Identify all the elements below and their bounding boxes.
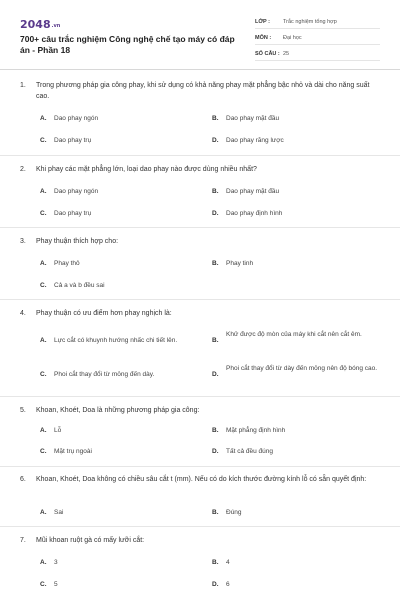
question-text: Khi phay các mặt phẳng lớn, loại dao phay nào được dùng nhiều nhất? <box>36 166 257 173</box>
question-number: 5. <box>20 407 26 414</box>
option-text: 4 <box>226 559 230 566</box>
page-header <box>0 0 400 80</box>
option-text: Dao phay ngón <box>54 115 99 122</box>
option-text: Lỗ <box>54 427 62 434</box>
option-text: Dao phay mặt đầu <box>226 115 280 122</box>
option-letter: B. <box>212 115 219 122</box>
option-text: Dao phay định hình <box>226 210 283 217</box>
option-text: 6 <box>226 581 230 588</box>
question-divider <box>0 227 400 228</box>
question-number: 3. <box>20 238 26 245</box>
option-letter: C. <box>40 581 47 588</box>
option-letter: A. <box>40 188 47 195</box>
meta-label: MÔN : <box>255 34 272 41</box>
logo-text: 2048 <box>20 18 51 31</box>
option-text: Phoi cắt thay đổi từ dày đến mỏng nên độ bóng cao. <box>226 365 378 372</box>
question-divider <box>0 396 400 397</box>
question-divider <box>0 299 400 300</box>
option-letter: C. <box>40 448 47 455</box>
option-letter: D. <box>212 137 219 144</box>
option-text: Cả a và b đều sai <box>54 282 105 289</box>
logo-suffix: .vn <box>51 23 61 29</box>
meta-label: LỚP : <box>255 18 270 25</box>
option-letter: A. <box>40 427 47 434</box>
option-letter: A. <box>40 559 47 566</box>
option-letter: B. <box>212 188 219 195</box>
site-logo[interactable] <box>20 18 60 31</box>
option-letter: B. <box>212 427 219 434</box>
option-letter: C. <box>40 210 47 217</box>
option-letter: B. <box>212 559 219 566</box>
option-text: Dao phay răng lược <box>226 137 284 144</box>
question-text: Mũi khoan ruột gà có mấy lưỡi cắt: <box>36 537 145 544</box>
option-text: Sai <box>54 509 64 516</box>
meta-label: SỐ CÂU : <box>255 50 280 57</box>
option-text: Phay thô <box>54 260 80 267</box>
option-letter: A. <box>40 260 47 267</box>
question-number: 6. <box>20 476 26 483</box>
question-text: Khoan, Khoét, Doa không có chiều sâu cắt t (mm). Nếu có do kích thước đường kính lỗ có sẵn quyết định: <box>36 476 367 483</box>
option-text: Dao phay trụ <box>54 210 92 217</box>
option-letter: D. <box>212 581 219 588</box>
meta-row-count <box>255 47 380 61</box>
option-text: Phoi cắt thay đổi từ mỏng đến dày. <box>54 371 155 378</box>
question-divider <box>0 526 400 527</box>
question-text: Phay thuận thích hợp cho: <box>36 238 119 245</box>
meta-value: 25 <box>283 50 290 57</box>
option-letter: A. <box>40 337 47 344</box>
meta-value: Đại học <box>283 34 302 41</box>
question-text: Khoan, Khoét, Doa là những phương pháp gia công: <box>36 407 200 414</box>
question-text: Trong phương pháp gia công phay, khi sử dụng có khả năng phay mặt phẳng bậc nhỏ và dài cho năng suất cao. <box>36 82 370 100</box>
option-letter: A. <box>40 509 47 516</box>
option-letter: C. <box>40 371 47 378</box>
option-text: Mặt phẳng định hình <box>226 427 286 434</box>
option-letter: D. <box>212 210 219 217</box>
question-divider <box>0 155 400 156</box>
meta-row-subject <box>255 31 380 45</box>
option-text: Tất cả đều đúng <box>226 448 273 455</box>
question-number: 2. <box>20 166 26 173</box>
option-letter: D. <box>212 371 219 378</box>
option-text: Dao phay trụ <box>54 137 92 144</box>
option-letter: D. <box>212 448 219 455</box>
option-text: Khử được độ mòn của máy khi cắt nên cắt êm. <box>226 331 362 338</box>
header-divider <box>0 69 400 70</box>
option-text: Dao phay mặt đầu <box>226 188 280 195</box>
option-letter: B. <box>212 509 219 516</box>
option-text: Dao phay ngón <box>54 188 99 195</box>
option-letter: A. <box>40 115 47 122</box>
option-text: Mặt trụ ngoài <box>54 448 92 455</box>
question-number: 4. <box>20 310 26 317</box>
question-number: 1. <box>20 82 26 89</box>
option-letter: B. <box>212 337 219 344</box>
question-number: 7. <box>20 537 26 544</box>
option-letter: C. <box>40 282 47 289</box>
option-text: Đúng <box>226 509 242 516</box>
option-letter: B. <box>212 260 219 267</box>
option-text: Lực cắt có khuynh hướng nhấc chi tiết lên. <box>54 337 178 344</box>
option-text: 5 <box>54 581 58 588</box>
question-text: Phay thuận có ưu điểm hơn phay nghịch là: <box>36 310 172 317</box>
option-letter: C. <box>40 137 47 144</box>
meta-row-class <box>255 15 380 29</box>
question-divider <box>0 466 400 467</box>
option-text: 3 <box>54 559 58 566</box>
meta-info <box>255 15 380 63</box>
option-text: Phay tinh <box>226 260 254 267</box>
meta-value: Trắc nghiệm tổng hợp <box>283 18 337 25</box>
document-title: 700+ câu trắc nghiệm Công nghệ chế tạo máy có đáp án - Phần 18 <box>20 34 235 55</box>
